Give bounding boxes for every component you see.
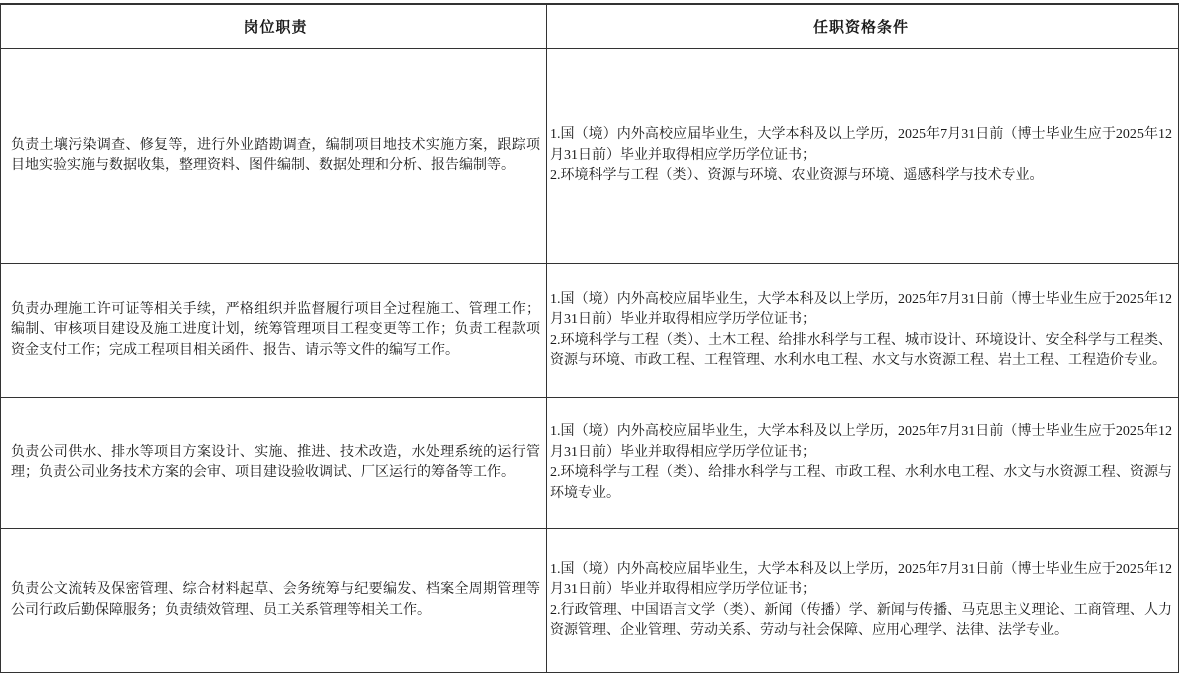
requirement-major: 2.行政管理、中国语言文学（类）、新闻（传播）学、新闻与传播、马克思主义理论、工商管理、人力资源管理、企业管理、劳动关系、劳动与社会保障、应用心理学、法律、法学专业。 <box>550 602 1172 638</box>
header-requirements: 任职资格条件 <box>547 4 1179 48</box>
requirement-education: 1.国（境）内外高校应届毕业生，大学本科及以上学历，2025年7月31日前（博士毕业生应于2025年12月31日前）毕业并取得相应学历学位证书； <box>550 424 1172 460</box>
table-row <box>0 49 1179 263</box>
table-row <box>0 398 1179 528</box>
duty-text: 负责土壤污染调查、修复等，进行外业踏勘调查，编制项目地技术实施方案，跟踪项目地实验实施与数据收集，整理资料、图件编制、数据处理和分析、报告编制等。 <box>11 137 540 173</box>
requirements-text <box>550 422 1172 504</box>
duty-text: 负责办理施工许可证等相关手续，严格组织并监督履行项目全过程施工、管理工作；编制、审核项目建设及施工进度计划，统筹管理项目工程变更等工作；负责工程款项资金支付工作；完成工程项目相关函件、报告、请示等文件的编写工作。 <box>11 301 540 358</box>
requirements-text <box>550 560 1172 642</box>
requirement-major: 2.环境科学与工程（类）、土木工程、给排水科学与工程、城市设计、环境设计、安全科学与工程类、资源与环境、市政工程、工程管理、水利水电工程、水文与水资源工程、岩土工程、工程造价专业。 <box>550 332 1172 368</box>
table-bottom-border <box>0 672 1179 673</box>
table-row <box>0 264 1179 397</box>
duty-text: 负责公文流转及保密管理、综合材料起草、会务统筹与纪要编发、档案全周期管理等公司行政后勤保障服务；负责绩效管理、员工关系管理等相关工作。 <box>11 582 540 618</box>
header-duty: 岗位职责 <box>0 4 547 48</box>
requirements-cell <box>547 398 1179 528</box>
requirement-major: 2.环境科学与工程（类）、资源与环境、农业资源与环境、遥感科学与技术专业。 <box>550 168 1044 184</box>
duty-cell <box>0 49 547 263</box>
table-row <box>0 529 1179 672</box>
requirements-cell <box>547 529 1179 672</box>
duty-text: 负责公司供水、排水等项目方案设计、实施、推进、技术改造，水处理系统的运行管理；负责公司业务技术方案的会审、项目建设验收调试、厂区运行的筹备等工作。 <box>11 444 540 480</box>
requirement-education: 1.国（境）内外高校应届毕业生，大学本科及以上学历，2025年7月31日前（博士毕业生应于2025年12月31日前）毕业并取得相应学历学位证书； <box>550 561 1172 597</box>
duty-cell <box>0 529 547 672</box>
requirements-cell <box>547 264 1179 397</box>
requirements-text <box>550 125 1172 187</box>
duty-cell <box>0 398 547 528</box>
duty-cell <box>0 264 547 397</box>
requirement-education: 1.国（境）内外高校应届毕业生，大学本科及以上学历，2025年7月31日前（博士毕业生应于2025年12月31日前）毕业并取得相应学历学位证书； <box>550 127 1172 163</box>
requirements-text <box>550 290 1172 372</box>
requirement-major: 2.环境科学与工程（类）、给排水科学与工程、市政工程、水利水电工程、水文与水资源工程、资源与环境专业。 <box>550 465 1172 501</box>
requirement-education: 1.国（境）内外高校应届毕业生，大学本科及以上学历，2025年7月31日前（博士毕业生应于2025年12月31日前）毕业并取得相应学历学位证书； <box>550 291 1172 327</box>
requirements-cell <box>547 49 1179 263</box>
table-header-row <box>0 4 1179 48</box>
